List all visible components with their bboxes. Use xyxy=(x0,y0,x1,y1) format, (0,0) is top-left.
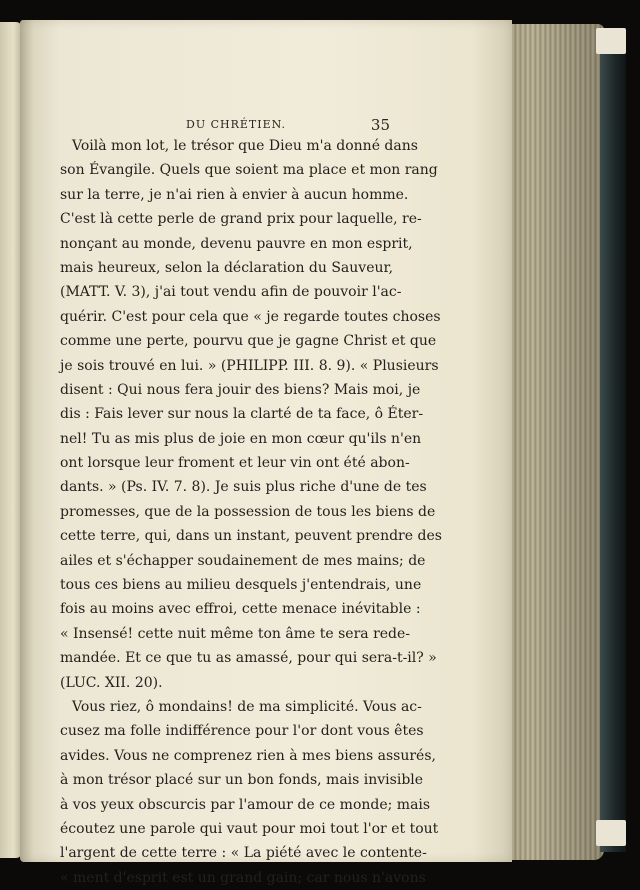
text-line: dants. » (Ps. IV. 7. 8). Je suis plus riche d'une de tes xyxy=(60,479,427,496)
text-line: disent : Qui nous fera jouir des biens? Mais moi, je xyxy=(60,381,421,398)
body-text xyxy=(60,134,442,890)
text-line: « Insensé! cette nuit même ton âme te sera rede- xyxy=(60,625,411,642)
page-number: 35 xyxy=(370,116,390,134)
text-line: cusez ma folle indifférence pour l'or dont vous êtes xyxy=(60,723,424,740)
text-line: comme une perte, pourvu que je gagne Christ et que xyxy=(60,333,437,350)
text-line: ailes et s'échapper soudainement de mes mains; de xyxy=(60,552,426,569)
text-line: avides. Vous ne comprenez rien à mes biens assurés, xyxy=(60,747,436,764)
text-line: promesses, que de la possession de tous les biens de xyxy=(60,503,436,520)
text-line: l'argent de cette terre : « La piété avec le contente- xyxy=(60,845,427,862)
text-line: (MATT. V. 3), j'ai tout vendu afin de pouvoir l'ac- xyxy=(60,284,402,301)
text-line: nel! Tu as mis plus de joie en mon cœur qu'ils n'en xyxy=(60,430,422,447)
text-line: sur la terre, je n'ai rien à envier à aucun homme. xyxy=(60,186,409,203)
text-line: Voilà mon lot, le trésor que Dieu m'a donné dans xyxy=(72,138,418,154)
text-line: écoutez une parole qui vaut pour moi tout l'or et tout xyxy=(60,820,439,837)
facing-page-edge xyxy=(0,22,22,858)
text-line: cette terre, qui, dans un instant, peuvent prendre des xyxy=(60,528,442,545)
text-line: C'est là cette perle de grand prix pour laquelle, re- xyxy=(60,211,422,228)
running-head: DU CHRÉTIEN. xyxy=(186,118,287,131)
text-line: quérir. C'est pour cela que « je regarde toutes choses xyxy=(60,308,441,325)
text-line: son Évangile. Quels que soient ma place et mon rang xyxy=(60,162,438,179)
book-fore-edge xyxy=(500,24,604,860)
text-line: « ment d'esprit est un grand gain; car nous n'avons xyxy=(60,869,426,886)
book-cover xyxy=(600,28,626,852)
text-line: nonçant au monde, devenu pauvre en mon esprit, xyxy=(60,235,413,252)
text-line: mais heureux, selon la déclaration du Sauveur, xyxy=(60,259,394,276)
text-line: mandée. Et ce que tu as amassé, pour qui sera-t-il? » xyxy=(60,650,437,667)
page-header xyxy=(60,116,390,136)
text-line: (LUC. XII. 20). xyxy=(60,674,163,691)
text-line: ont lorsque leur froment et leur vin ont été abon- xyxy=(60,455,410,472)
text-line: Vous riez, ô mondains! de ma simplicité. Vous ac- xyxy=(72,698,422,715)
cover-clasp-bottom xyxy=(596,820,626,846)
text-line: à vos yeux obscurcis par l'amour de ce monde; mais xyxy=(60,796,431,813)
text-line: tous ces biens au milieu desquels j'entendrais, une xyxy=(60,577,422,594)
paragraph-1 xyxy=(60,134,442,695)
cover-clasp-top xyxy=(596,28,626,54)
text-line: à mon trésor placé sur un bon fonds, mais invisible xyxy=(60,772,424,789)
text-line: dis : Fais lever sur nous la clarté de ta face, ô Éter- xyxy=(60,406,424,423)
text-line: fois au moins avec effroi, cette menace inévitable : xyxy=(60,601,421,618)
paragraph-2 xyxy=(60,695,439,890)
text-line: je sois trouvé en lui. » (PHILIPP. III. 8. 9). « Plusieurs xyxy=(60,357,439,374)
